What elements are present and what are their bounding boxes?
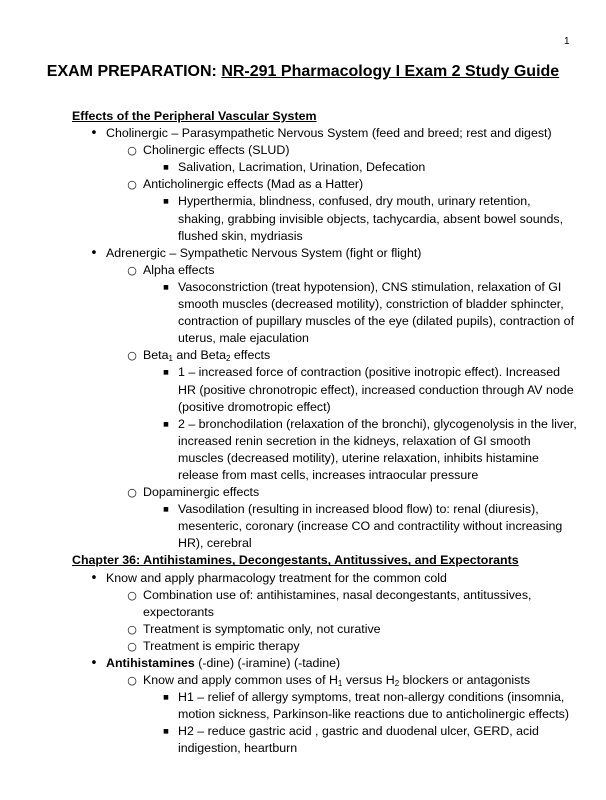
list-item-h1-vs-h2 bbox=[0, 672, 606, 689]
list-item-adrenergic bbox=[0, 245, 606, 262]
item-text: Hyperthermia, blindness, confused, dry mouth, urinary retention, bbox=[178, 194, 531, 209]
list-item-continuation: (positive dromotropic effect) bbox=[178, 399, 331, 414]
bullet-circle-icon: ○ bbox=[127, 674, 137, 688]
item-text: Salivation, Lacrimation, Urination, Defecation bbox=[178, 160, 426, 175]
list-item-continuation: uterus, male ejaculation bbox=[178, 331, 309, 346]
bullet-square-icon: ■ bbox=[163, 694, 169, 702]
item-text: Anticholinergic effects (Mad as a Hatter) bbox=[143, 177, 364, 192]
bullet-circle-icon: ○ bbox=[127, 144, 137, 158]
h-subscript-1: 1 bbox=[337, 679, 343, 689]
list-item-continuation: indigestion, heartburn bbox=[178, 741, 298, 756]
bullet-square-icon: ■ bbox=[163, 369, 169, 377]
item-text: Alpha effects bbox=[143, 262, 215, 277]
item-text: Adrenergic – Sympathetic Nervous System (fight or flight) bbox=[106, 245, 422, 260]
bullet-circle-icon: ○ bbox=[127, 639, 137, 653]
list-item-combination-use bbox=[0, 587, 606, 604]
item-text: H2 – reduce gastric acid , gastric and duodenal ulcer, GERD, acid bbox=[178, 724, 539, 739]
bullet-circle-icon: ○ bbox=[127, 263, 137, 277]
antihistamines-suffixes: (-dine) (-iramine) (-tadine) bbox=[194, 656, 341, 670]
item-text: H1 – relief of allergy symptoms, treat non-allergy conditions (insomnia, bbox=[178, 690, 565, 705]
list-item-continuation: HR (positive chronotropic effect), increased conduction through AV node bbox=[178, 382, 574, 397]
list-item-dopaminergic-detail bbox=[0, 501, 606, 518]
bullet-square-icon: ■ bbox=[163, 198, 169, 206]
list-item-anticholinergic-symptoms bbox=[0, 193, 606, 210]
bullet-circle-icon: ○ bbox=[127, 622, 137, 636]
item-text: Treatment is symptomatic only, not curative bbox=[143, 621, 381, 636]
bullet-circle-icon: ○ bbox=[127, 486, 137, 500]
bullet-dot-icon: • bbox=[90, 656, 98, 671]
item-text: Vasoconstriction (treat hypotension), CNS stimulation, relaxation of GI bbox=[178, 279, 562, 294]
list-item-continuation: HR), cerebral bbox=[178, 536, 252, 551]
beta-and: and Beta bbox=[172, 348, 227, 363]
list-item-continuation: shaking, grabbing invisible objects, tachycardia, absent bowel sounds, bbox=[178, 211, 564, 226]
page-title bbox=[0, 62, 606, 82]
bullet-dot-icon: • bbox=[90, 245, 98, 261]
list-item-anticholinergic-effects bbox=[0, 176, 606, 193]
list-item-continuation: increased renin secretion in the kidneys, relaxation of GI smooth bbox=[178, 433, 531, 448]
list-item-beta-effects bbox=[0, 347, 606, 364]
item-text: Combination use of: antihistamines, nasal decongestants, antitussives, bbox=[143, 587, 532, 602]
item-text: 2 – bronchodilation (relaxation of the bronchi), glycogenolysis in the liver, bbox=[178, 416, 577, 431]
title-prefix: EXAM PREPARATION: bbox=[46, 63, 222, 80]
section-heading-chapter-36: Chapter 36: Antihistamines, Decongestants, Antitussives, and Expectorants bbox=[72, 553, 519, 568]
item-text: Cholinergic effects (SLUD) bbox=[143, 143, 290, 158]
beta-word: Beta bbox=[143, 348, 169, 363]
list-item-alpha-detail bbox=[0, 279, 606, 296]
list-item-continuation: contraction of pupillary muscles of the eye (dilated pupils), contraction of bbox=[178, 314, 575, 329]
beta-subscript-2: 2 bbox=[226, 354, 231, 364]
item-text: 1 – increased force of contraction (positive inotropic effect). Increased bbox=[178, 365, 561, 380]
list-item-slud bbox=[0, 159, 606, 176]
title-course: NR-291 Pharmacology I Exam 2 Study Guide bbox=[221, 63, 560, 80]
list-item-continuation: flushed skin, mydriasis bbox=[178, 228, 303, 243]
h-rest-text: blockers or antagonists bbox=[399, 673, 531, 688]
list-item-antihistamines bbox=[0, 655, 606, 672]
list-item-h2-detail bbox=[0, 723, 606, 740]
list-item-empiric bbox=[0, 638, 606, 655]
bullet-dot-icon: • bbox=[90, 570, 98, 586]
h-versus-text: versus H bbox=[342, 673, 395, 688]
bullet-dot-icon: • bbox=[90, 126, 98, 142]
item-text: Treatment is empiric therapy bbox=[143, 638, 300, 653]
beta-subscript-1: 1 bbox=[168, 354, 173, 364]
beta-effects-word: effects bbox=[230, 348, 271, 363]
item-text: Dopaminergic effects bbox=[143, 485, 260, 500]
list-item-cholinergic bbox=[0, 125, 606, 142]
h-know-text: Know and apply common uses of H bbox=[143, 673, 338, 688]
list-item-dopaminergic-effects bbox=[0, 484, 606, 501]
list-item-continuation: expectorants bbox=[143, 604, 214, 619]
bullet-square-icon: ■ bbox=[163, 420, 169, 428]
item-text: Know and apply pharmacology treatment for the common cold bbox=[106, 570, 447, 585]
bullet-circle-icon: ○ bbox=[127, 349, 137, 363]
list-item-cholinergic-effects bbox=[0, 142, 606, 159]
list-item-h1-detail bbox=[0, 689, 606, 706]
list-item-continuation: muscles (decreased motility), uterine relaxation, inhibits histamine bbox=[178, 450, 539, 465]
list-item-beta1-detail bbox=[0, 364, 606, 381]
item-text: Cholinergic – Parasympathetic Nervous System (feed and breed; rest and digest) bbox=[106, 126, 552, 141]
bullet-square-icon: ■ bbox=[163, 506, 169, 514]
list-item-continuation: mesenteric, coronary (increase CO and contractility without increasing bbox=[178, 519, 563, 534]
list-item-alpha-effects bbox=[0, 262, 606, 279]
bullet-square-icon: ■ bbox=[163, 728, 169, 736]
list-item-common-cold bbox=[0, 570, 606, 587]
item-text: Vasodilation (resulting in increased blood flow) to: renal (diuresis), bbox=[178, 502, 539, 517]
list-item-continuation: smooth muscles (decreased motility), constriction of bladder sphincter, bbox=[178, 297, 564, 312]
list-item-beta2-detail bbox=[0, 416, 606, 433]
list-item-symptomatic bbox=[0, 621, 606, 638]
study-guide-content bbox=[0, 108, 606, 758]
h-subscript-2: 2 bbox=[394, 679, 400, 689]
bullet-square-icon: ■ bbox=[163, 164, 169, 172]
list-item-continuation: motion sickness, Parkinson-like reactions due to anticholinergic effects) bbox=[178, 707, 569, 722]
bullet-circle-icon: ○ bbox=[127, 178, 137, 192]
bullet-circle-icon: ○ bbox=[127, 588, 137, 602]
list-item-continuation: release from mast cells, increases intraocular pressure bbox=[178, 467, 479, 482]
antihistamines-term: Antihistamines bbox=[106, 656, 195, 670]
section-heading-peripheral-vascular: Effects of the Peripheral Vascular System bbox=[72, 109, 317, 123]
bullet-square-icon: ■ bbox=[163, 283, 169, 291]
page-number: 1 bbox=[564, 36, 570, 47]
